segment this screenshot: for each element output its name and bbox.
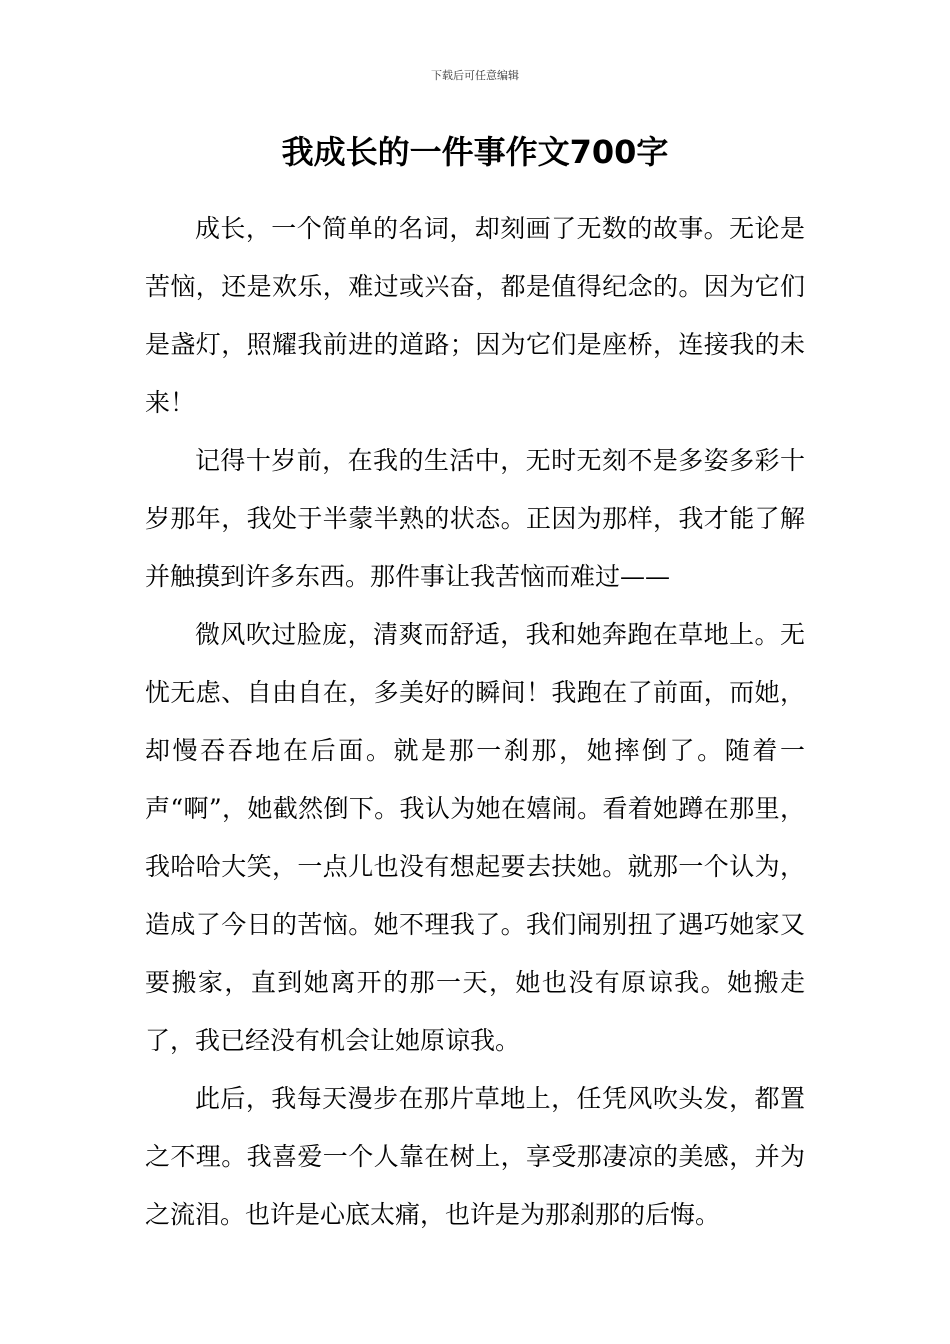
header-note: 下载后可任意编辑 xyxy=(431,69,519,82)
paragraph-1: 成长，一个简单的名词，却刻画了无数的故事。无论是苦恼，还是欢乐，难过或兴奋，都是值得纪念的。因为它们是盏灯，照耀我前进的道路；因为它们是座桥，连接我的未来！ xyxy=(145,214,805,417)
paragraph-3: 微风吹过脸庞，清爽而舒适，我和她奔跑在草地上。无忧无虑、自由自在，多美好的瞬间！我跑在了前面，而她，却慢吞吞地在后面。就是那一刹那，她摔倒了。随着一声“啊”，她截然倒下。我认为她在嬉闹。看着她蹲在那里，我哈哈大笑，一点儿也没有想起要去扶她。就那一个认为，造成了今日的苦恼。她不理我了。我们闹别扭了遇巧她家又要搬家，直到她离开的那一天，她也没有原谅我。她搬走了，我已经没有机会让她原谅我。 xyxy=(145,620,805,1055)
paragraph-2: 记得十岁前，在我的生活中，无时无刻不是多姿多彩十岁那年，我处于半蒙半熟的状态。正因为那样，我才能了解并触摸到许多东西。那件事让我苦恼而难过—— xyxy=(145,446,805,591)
document-title: 我成长的一件事作文700字 xyxy=(281,133,669,171)
paragraph-4: 此后，我每天漫步在那片草地上，任凭风吹头发，都置之不理。我喜爱一个人靠在树上，享受那凄凉的美感，并为之流泪。也许是心底太痛，也许是为那刹那的后悔。 xyxy=(145,1084,805,1229)
article-body xyxy=(145,200,805,1244)
